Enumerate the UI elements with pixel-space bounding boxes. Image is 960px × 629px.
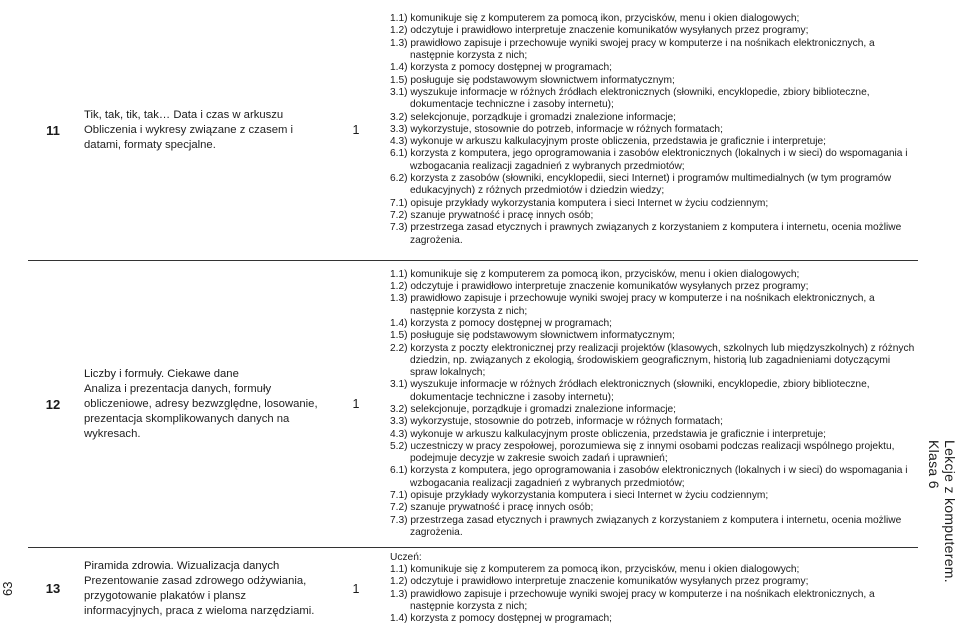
lesson-hours: 1 [326, 0, 386, 261]
requirement-item: 3.3) wykorzystuje, stosownie do potrzeb, informacje w różnych formatach; [390, 124, 918, 136]
requirement-item: 3.1) wyszukuje informacje w różnych źródłach elektronicznych (słowniki, encyklopedie, zbiory biblioteczne, dokumentacje techniczne i zasoby internetu); [390, 379, 918, 404]
requirement-item: 1.4) korzysta z pomocy dostępnej w programach; [390, 318, 918, 330]
requirement-item: 1.1) komunikuje się z komputerem za pomocą ikon, przycisków, menu i okien dialogowych; [390, 269, 918, 281]
requirement-item: 4.3) wykonuje w arkuszu kalkulacyjnym proste obliczenia, przedstawia je graficznie i interpretuje; [390, 429, 918, 441]
lesson-plan-table [28, 0, 918, 629]
requirement-item: 1.5) posługuje się podstawowym słownictwem informatycznym; [390, 75, 918, 87]
requirement-item: 2.2) korzysta z poczty elektronicznej przy realizacji projektów (klasowych, szkolnych lub międzyszkolnych) z różnych dziedzin, np. związanych z ekologią, środowiskiem geograficznym, historią lub zagadnieniami dotyczącymi spraw lokalnych; [390, 343, 918, 380]
side-title: Lekcje z komputerem. Klasa 6 [938, 440, 958, 610]
requirement-item: 1.2) odczytuje i prawidłowo interpretuje znaczenie komunikatów wysyłanych przez programy; [390, 281, 918, 293]
requirement-item: 1.3) prawidłowo zapisuje i przechowuje wyniki swojej pracy w komputerze i na nośnikach elektronicznych, a następnie korzysta z nich; [390, 293, 918, 318]
table-row [28, 261, 918, 548]
requirement-item: 1.2) odczytuje i prawidłowo interpretuje znaczenie komunikatów wysyłanych przez programy; [390, 576, 918, 588]
topic-description: Analiza i prezentacja danych, formuły obliczeniowe, adresy bezwzględne, losowanie, prezentacja skomplikowanych danych na wykresach. [84, 382, 320, 442]
curriculum-requirements [386, 0, 918, 261]
requirement-item: 7.3) przestrzega zasad etycznych i prawnych związanych z korzystaniem z komputera i internetu, ocenia możliwe zagrożenia. [390, 222, 918, 247]
requirement-item: 1.1) komunikuje się z komputerem za pomocą ikon, przycisków, menu i okien dialogowych; [390, 13, 918, 25]
requirement-item: 1.4) korzysta z pomocy dostępnej w programach; [390, 613, 918, 625]
lesson-number: 11 [28, 0, 78, 261]
requirement-item: 5.2) uczestniczy w pracy zespołowej, porozumiewa się z innymi osobami podczas realizacji wspólnego projektu, podejmuje decyzje w zakresie swoich zadań i uprawnień; [390, 441, 918, 466]
requirement-item: 7.2) szanuje prywatność i pracę innych osób; [390, 210, 918, 222]
requirement-item: 1.3) prawidłowo zapisuje i przechowuje wyniki swojej pracy w komputerze i na nośnikach elektronicznych, a następnie korzysta z nich; [390, 38, 918, 63]
topic-description: Prezentowanie zasad zdrowego odżywiania, przygotowanie plakatów i plansz informacyjnych, praca z wieloma narzędziami. [84, 574, 320, 619]
requirement-item: 3.2) selekcjonuje, porządkuje i gromadzi znalezione informacje; [390, 404, 918, 416]
requirement-item: 1.4) korzysta z pomocy dostępnej w programach; [390, 62, 918, 74]
topic-title: Liczby i formuły. Ciekawe dane [84, 367, 320, 382]
requirement-item: 7.2) szanuje prywatność i pracę innych osób; [390, 502, 918, 514]
lesson-number: 13 [28, 548, 78, 629]
requirement-item: 7.1) opisuje przykłady wykorzystania komputera i sieci Internet w życiu codziennym; [390, 490, 918, 502]
requirement-item: 3.3) wykorzystuje, stosownie do potrzeb, informacje w różnych formatach; [390, 416, 918, 428]
requirement-item: 4.3) wykonuje w arkuszu kalkulacyjnym proste obliczenia, przedstawia je graficznie i interpretuje; [390, 136, 918, 148]
lesson-hours: 1 [326, 548, 386, 629]
lesson-number: 12 [28, 261, 78, 548]
requirement-item: 7.3) przestrzega zasad etycznych i prawnych związanych z korzystaniem z komputera i internetu, ocenia możliwe zagrożenia. [390, 515, 918, 540]
page-number: 63 [0, 560, 14, 617]
lesson-hours: 1 [326, 261, 386, 548]
requirement-item: 6.1) korzysta z komputera, jego oprogramowania i zasobów elektronicznych (lokalnych i w sieci) do wspomagania i wzbogacania realizacji zagadnień z wybranych przedmiotów; [390, 465, 918, 490]
requirement-item: 6.1) korzysta z komputera, jego oprogramowania i zasobów elektronicznych (lokalnych i w sieci) do wspomagania i wzbogacania realizacji zagadnień z wybranych przedmiotów; [390, 148, 918, 173]
requirement-item: 7.1) opisuje przykłady wykorzystania komputera i sieci Internet w życiu codziennym; [390, 198, 918, 210]
table-row [28, 0, 918, 261]
topic-title: Piramida zdrowia. Wizualizacja danych [84, 559, 320, 574]
lesson-topic [78, 261, 326, 548]
topic-title: Tik, tak, tik, tak… Data i czas w arkuszu [84, 108, 320, 123]
requirement-item: 1.1) komunikuje się z komputerem za pomocą ikon, przycisków, menu i okien dialogowych; [390, 564, 918, 576]
curriculum-requirements [386, 261, 918, 548]
requirements-intro: Uczeń: [390, 552, 918, 564]
lesson-topic [78, 0, 326, 261]
requirement-item: 1.3) prawidłowo zapisuje i przechowuje wyniki swojej pracy w komputerze i na nośnikach elektronicznych, a następnie korzysta z nich; [390, 589, 918, 614]
requirement-item: 3.1) wyszukuje informacje w różnych źródłach elektronicznych (słowniki, encyklopedie, zbiory biblioteczne, dokumentacje techniczne i zasoby internetu); [390, 87, 918, 112]
requirement-item: 3.2) selekcjonuje, porządkuje i gromadzi znalezione informacje; [390, 112, 918, 124]
requirement-item: 1.2) odczytuje i prawidłowo interpretuje znaczenie komunikatów wysyłanych przez programy; [390, 25, 918, 37]
topic-description: Obliczenia i wykresy związane z czasem i datami, formaty specjalne. [84, 123, 320, 153]
requirement-item: 1.5) posługuje się podstawowym słownictwem informatycznym; [390, 330, 918, 342]
requirement-item: 6.2) korzysta z zasobów (słowniki, encyklopedii, sieci Internet) i programów multimedialnych (w tym programów edukacyjnych) z różnych przedmiotów i dziedzin wiedzy; [390, 173, 918, 198]
